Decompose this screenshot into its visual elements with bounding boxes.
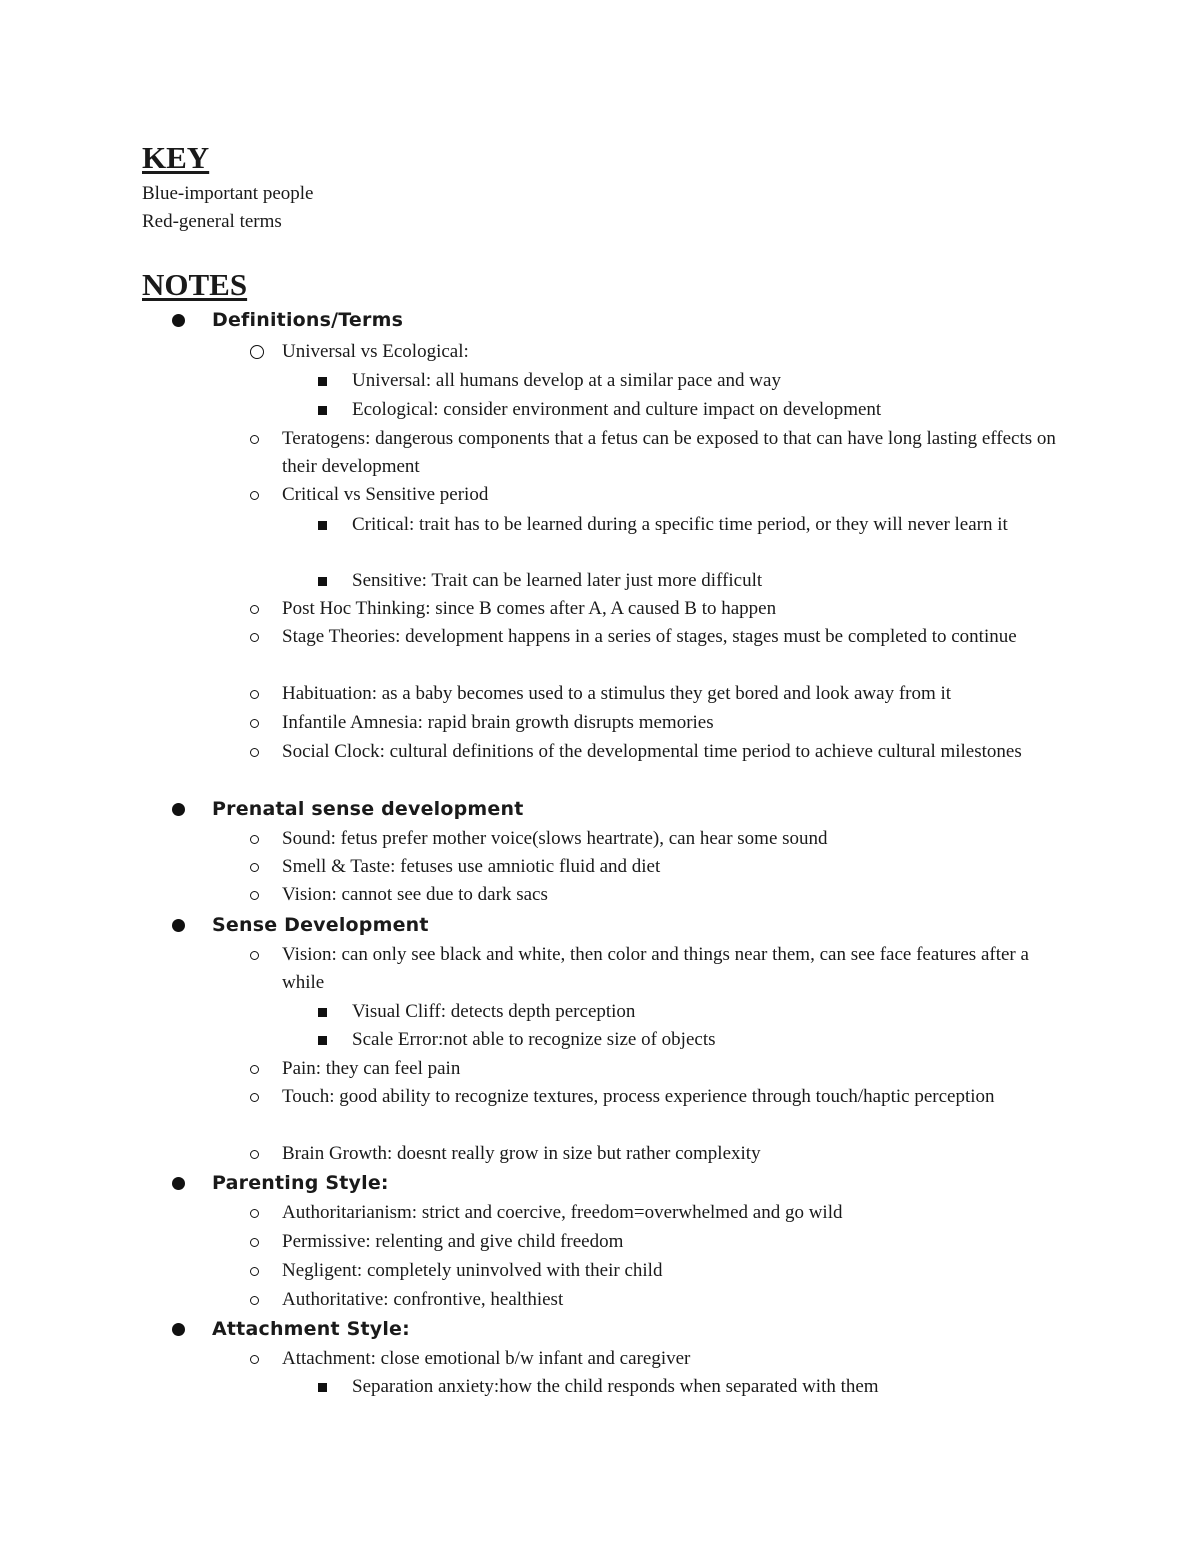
list-item: Post Hoc Thinking: since B comes after A, A caused B to happen — [282, 595, 1062, 623]
list-item: Attachment: close emotional b/w infant and caregiver — [282, 1345, 1062, 1373]
section-attachment-style — [172, 1315, 410, 1343]
circle-bullet-icon — [250, 863, 259, 872]
circle-bullet-icon — [250, 690, 259, 699]
circle-bullet-icon — [250, 835, 259, 844]
bullet-icon — [172, 1177, 185, 1190]
list-item: Universal vs Ecological: — [282, 338, 1062, 366]
section-title: Attachment Style: — [212, 1318, 410, 1340]
list-item: Habituation: as a baby becomes used to a stimulus they get bored and look away from it — [282, 680, 1062, 708]
list-item: Social Clock: cultural definitions of the developmental time period to achieve cultural milestones — [282, 738, 1062, 766]
circle-bullet-icon — [250, 1267, 259, 1276]
key-heading: KEY — [142, 140, 210, 175]
list-item: Smell & Taste: fetuses use amniotic fluid and diet — [282, 853, 1062, 881]
circle-bullet-icon — [250, 633, 259, 642]
notes-heading: NOTES — [142, 267, 248, 302]
list-item: Authoritarianism: strict and coercive, freedom=overwhelmed and go wild — [282, 1199, 1062, 1227]
circle-bullet-icon — [250, 605, 259, 614]
circle-bullet-icon — [250, 1355, 259, 1364]
section-title: Definitions/Terms — [212, 309, 404, 331]
list-item: Infantile Amnesia: rapid brain growth disrupts memories — [282, 709, 1062, 737]
section-definitions — [172, 306, 403, 334]
section-title: Sense Development — [212, 914, 429, 936]
bullet-icon — [172, 803, 185, 816]
bullet-icon — [172, 919, 185, 932]
circle-bullet-icon — [250, 1296, 259, 1305]
list-item: Ecological: consider environment and culture impact on development — [352, 396, 1052, 424]
circle-bullet-icon — [250, 1150, 259, 1159]
list-item: Separation anxiety:how the child responds when separated with them — [352, 1373, 1052, 1401]
section-sense-development — [172, 911, 429, 939]
section-prenatal — [172, 795, 524, 823]
circle-bullet-icon — [250, 491, 259, 500]
section-parenting-style — [172, 1169, 389, 1197]
circle-bullet-icon — [250, 951, 259, 960]
list-item: Vision: cannot see due to dark sacs — [282, 881, 1062, 909]
key-line-red: Red-general terms — [142, 211, 282, 232]
list-item: Pain: they can feel pain — [282, 1055, 1062, 1083]
list-item: Touch: good ability to recognize textures, process experience through touch/haptic perception — [282, 1083, 1062, 1111]
square-bullet-icon — [318, 1383, 327, 1392]
list-item: Universal: all humans develop at a similar pace and way — [352, 367, 1052, 395]
list-item: Vision: can only see black and white, then color and things near them, can see face features after a while — [282, 941, 1062, 997]
section-title: Prenatal sense development — [212, 798, 524, 820]
list-item: Negligent: completely uninvolved with their child — [282, 1257, 1062, 1285]
circle-bullet-icon — [250, 1093, 259, 1102]
bullet-icon — [172, 1323, 185, 1336]
list-item: Visual Cliff: detects depth perception — [352, 998, 1052, 1026]
key-line-blue: Blue-important people — [142, 183, 314, 204]
list-item: Sensitive: Trait can be learned later just more difficult — [352, 567, 1052, 595]
hollow-circle-icon — [250, 345, 264, 359]
circle-bullet-icon — [250, 891, 259, 900]
square-bullet-icon — [318, 406, 327, 415]
list-item: Teratogens: dangerous components that a fetus can be exposed to that can have long lasting effects on their development — [282, 425, 1062, 481]
square-bullet-icon — [318, 1008, 327, 1017]
list-item: Scale Error:not able to recognize size of objects — [352, 1026, 1052, 1054]
list-item: Critical: trait has to be learned during a specific time period, or they will never learn it — [352, 511, 1052, 539]
list-item: Stage Theories: development happens in a series of stages, stages must be completed to continue — [282, 623, 1062, 651]
list-item: Sound: fetus prefer mother voice(slows heartrate), can hear some sound — [282, 825, 1062, 853]
circle-bullet-icon — [250, 719, 259, 728]
bullet-icon — [172, 314, 185, 327]
list-item: Authoritative: confrontive, healthiest — [282, 1286, 1062, 1314]
list-item: Critical vs Sensitive period — [282, 481, 1062, 509]
circle-bullet-icon — [250, 1065, 259, 1074]
square-bullet-icon — [318, 577, 327, 586]
circle-bullet-icon — [250, 1209, 259, 1218]
circle-bullet-icon — [250, 748, 259, 757]
list-item: Permissive: relenting and give child freedom — [282, 1228, 1062, 1256]
section-title: Parenting Style: — [212, 1172, 389, 1194]
circle-bullet-icon — [250, 1238, 259, 1247]
circle-bullet-icon — [250, 435, 259, 444]
square-bullet-icon — [318, 521, 327, 530]
list-item: Brain Growth: doesnt really grow in size but rather complexity — [282, 1140, 1062, 1168]
square-bullet-icon — [318, 1036, 327, 1045]
square-bullet-icon — [318, 377, 327, 386]
